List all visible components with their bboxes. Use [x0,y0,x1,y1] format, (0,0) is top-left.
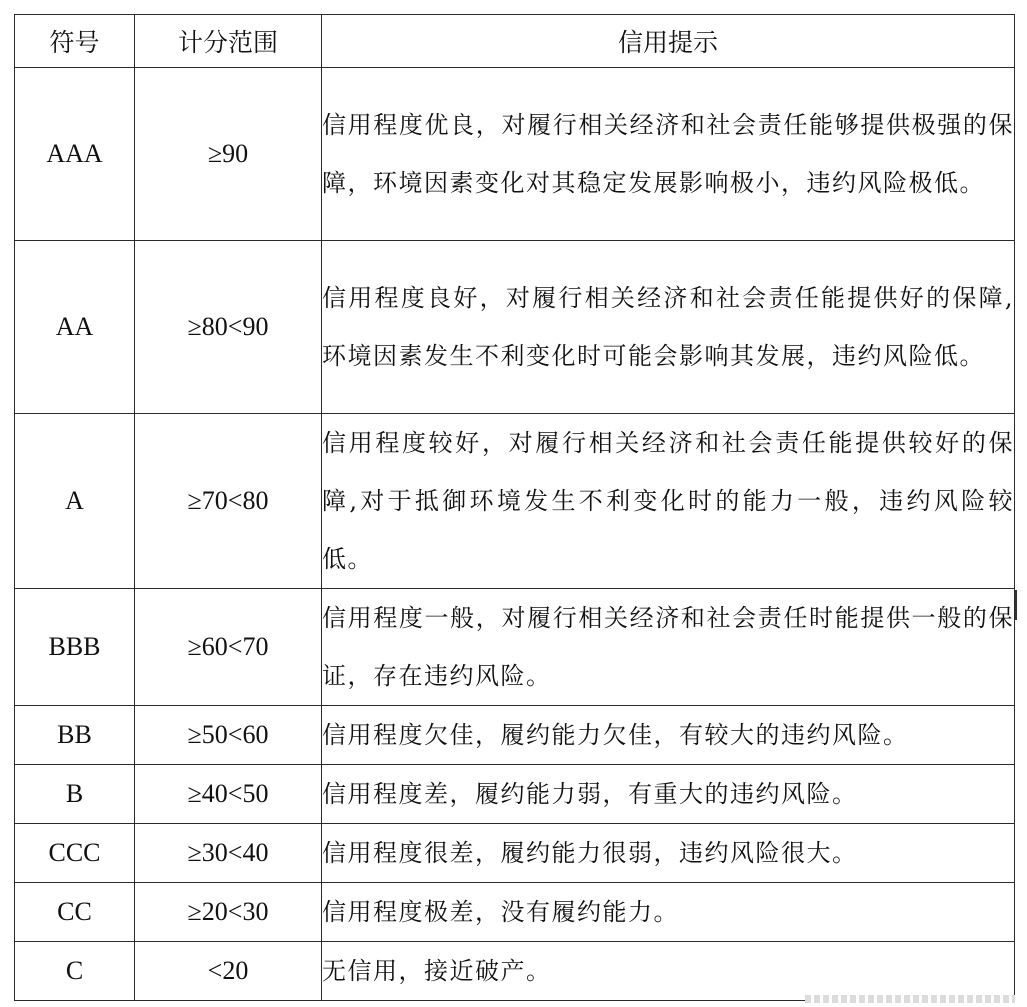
score-range: <20 [135,942,322,1001]
table-row [15,824,1015,883]
watermark-strip [805,995,1015,1003]
credit-rating-table [14,14,1015,1001]
credit-tip: 信用程度欠佳，履约能力欠佳，有较大的违约风险。 [322,706,1015,765]
table-row [15,883,1015,942]
credit-tip: 信用程度良好，对履行相关经济和社会责任能提供好的保障,环境因素发生不利变化时可能会影响其发展，违约风险低。 [322,241,1015,414]
score-range: ≥20<30 [135,883,322,942]
table-header-row [15,15,1015,68]
credit-tip: 信用程度优良，对履行相关经济和社会责任能够提供极强的保障，环境因素变化对其稳定发展影响极小，违约风险极低。 [322,68,1015,241]
table-row [15,942,1015,1001]
rating-symbol: BB [15,706,135,765]
table-row [15,589,1015,706]
rating-symbol: A [15,414,135,589]
rating-symbol: AAA [15,68,135,241]
credit-tip: 信用程度差，履约能力弱，有重大的违约风险。 [322,765,1015,824]
rating-symbol: BBB [15,589,135,706]
score-range: ≥40<50 [135,765,322,824]
table-row [15,241,1015,414]
table-row [15,414,1015,589]
credit-tip: 无信用，接近破产。 [322,942,1015,1001]
page-edge-mark [1015,590,1017,620]
score-range: ≥50<60 [135,706,322,765]
score-range: ≥70<80 [135,414,322,589]
credit-tip: 信用程度极差，没有履约能力。 [322,883,1015,942]
table-row [15,765,1015,824]
rating-symbol: CC [15,883,135,942]
rating-symbol: CCC [15,824,135,883]
rating-symbol: C [15,942,135,1001]
credit-tip: 信用程度一般，对履行相关经济和社会责任时能提供一般的保证，存在违约风险。 [322,589,1015,706]
credit-tip: 信用程度很差，履约能力很弱，违约风险很大。 [322,824,1015,883]
score-range: ≥80<90 [135,241,322,414]
score-range: ≥90 [135,68,322,241]
rating-symbol: AA [15,241,135,414]
header-range: 计分范围 [135,15,322,68]
table-row [15,68,1015,241]
rating-symbol: B [15,765,135,824]
score-range: ≥30<40 [135,824,322,883]
header-tip: 信用提示 [322,15,1015,68]
credit-tip: 信用程度较好，对履行相关经济和社会责任能提供较好的保障,对于抵御环境发生不利变化时的能力一般，违约风险较低。 [322,414,1015,589]
score-range: ≥60<70 [135,589,322,706]
header-symbol: 符号 [15,15,135,68]
table-row [15,706,1015,765]
